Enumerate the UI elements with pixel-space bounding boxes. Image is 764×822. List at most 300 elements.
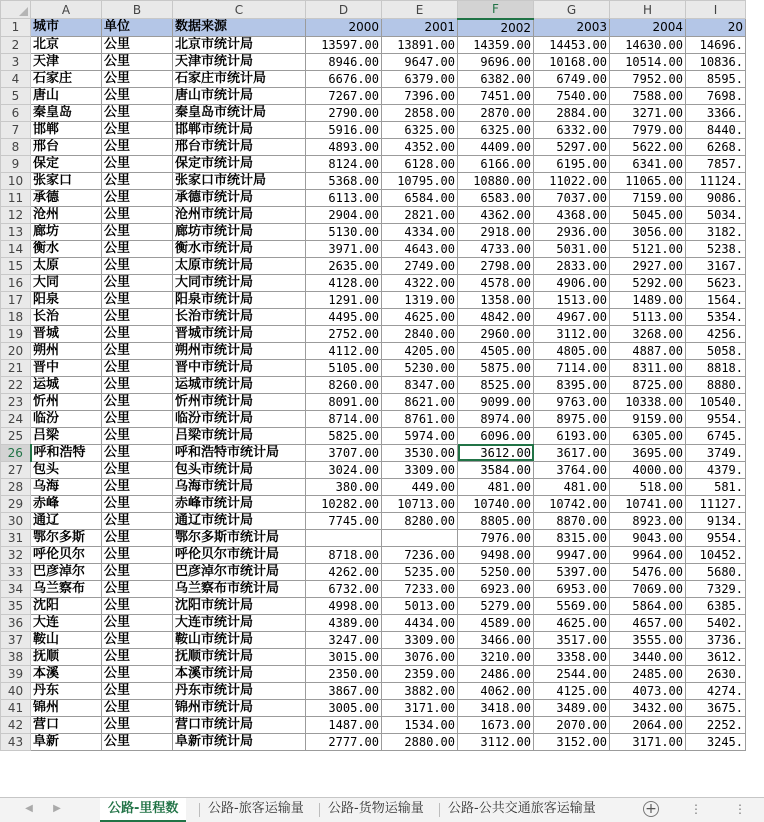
city-cell[interactable]: 唐山 (31, 87, 102, 104)
value-cell[interactable]: 2833.00 (534, 257, 610, 274)
value-cell[interactable]: 2904.00 (306, 206, 382, 223)
value-cell[interactable]: 9134. (686, 512, 746, 529)
value-cell[interactable]: 11022.00 (534, 172, 610, 189)
unit-cell[interactable]: 公里 (102, 53, 173, 70)
unit-cell[interactable]: 公里 (102, 70, 173, 87)
value-cell[interactable]: 3247.00 (306, 631, 382, 648)
value-cell[interactable]: 1513.00 (534, 291, 610, 308)
ellipsis-icon[interactable]: ⋮ (690, 802, 702, 816)
source-cell[interactable]: 阳泉市统计局 (173, 291, 306, 308)
value-cell[interactable]: 3112.00 (534, 325, 610, 342)
value-cell[interactable]: 8395.00 (534, 376, 610, 393)
value-cell[interactable]: 14630.00 (610, 36, 686, 53)
value-cell[interactable]: 7857. (686, 155, 746, 172)
city-cell[interactable]: 乌兰察布 (31, 580, 102, 597)
value-cell[interactable]: 7952.00 (610, 70, 686, 87)
value-cell[interactable]: 8870.00 (534, 512, 610, 529)
value-cell[interactable]: 3171.00 (610, 733, 686, 750)
value-cell[interactable]: 4495.00 (306, 308, 382, 325)
value-cell[interactable]: 2821.00 (382, 206, 458, 223)
value-cell[interactable]: 3749. (686, 444, 746, 461)
value-cell[interactable]: 7233.00 (382, 580, 458, 597)
value-cell[interactable]: 10740.00 (458, 495, 534, 512)
row-header[interactable]: 7 (1, 121, 31, 138)
value-cell[interactable]: 10514.00 (610, 53, 686, 70)
value-cell[interactable]: 2070.00 (534, 716, 610, 733)
unit-cell[interactable]: 公里 (102, 240, 173, 257)
value-cell[interactable]: 8725.00 (610, 376, 686, 393)
value-cell[interactable]: 7159.00 (610, 189, 686, 206)
value-cell[interactable]: 5680. (686, 563, 746, 580)
unit-cell[interactable]: 公里 (102, 376, 173, 393)
value-cell[interactable]: 6332.00 (534, 121, 610, 138)
value-cell[interactable]: 6385. (686, 597, 746, 614)
value-cell[interactable] (382, 529, 458, 546)
value-cell[interactable]: 518.00 (610, 478, 686, 495)
value-cell[interactable]: 2630. (686, 665, 746, 682)
value-cell[interactable]: 9947.00 (534, 546, 610, 563)
city-cell[interactable]: 吕梁 (31, 427, 102, 444)
city-cell[interactable]: 通辽 (31, 512, 102, 529)
value-cell[interactable]: 3112.00 (458, 733, 534, 750)
city-cell[interactable]: 天津 (31, 53, 102, 70)
value-cell[interactable]: 10880.00 (458, 172, 534, 189)
value-cell[interactable]: 3024.00 (306, 461, 382, 478)
value-cell[interactable]: 7037.00 (534, 189, 610, 206)
value-cell[interactable]: 6745. (686, 427, 746, 444)
source-cell[interactable]: 大同市统计局 (173, 274, 306, 291)
value-cell[interactable]: 4062.00 (458, 682, 534, 699)
value-cell[interactable]: 4967.00 (534, 308, 610, 325)
value-cell[interactable]: 1489.00 (610, 291, 686, 308)
city-cell[interactable]: 沈阳 (31, 597, 102, 614)
column-header-b[interactable]: B (102, 1, 173, 19)
value-cell[interactable]: 8525.00 (458, 376, 534, 393)
row-header[interactable]: 21 (1, 359, 31, 376)
value-cell[interactable]: 3366. (686, 104, 746, 121)
value-cell[interactable]: 1358.00 (458, 291, 534, 308)
unit-cell[interactable]: 公里 (102, 274, 173, 291)
value-cell[interactable]: 5250.00 (458, 563, 534, 580)
source-cell[interactable]: 邢台市统计局 (173, 138, 306, 155)
value-cell[interactable]: 4000.00 (610, 461, 686, 478)
value-cell[interactable]: 7979.00 (610, 121, 686, 138)
value-cell[interactable]: 4128.00 (306, 274, 382, 291)
value-cell[interactable]: 11065.00 (610, 172, 686, 189)
unit-cell[interactable]: 公里 (102, 87, 173, 104)
city-cell[interactable]: 本溪 (31, 665, 102, 682)
value-cell[interactable]: 7236.00 (382, 546, 458, 563)
row-header[interactable]: 27 (1, 461, 31, 478)
header-cell[interactable]: 数据来源 (173, 19, 306, 37)
value-cell[interactable]: 5368.00 (306, 172, 382, 189)
city-cell[interactable]: 邢台 (31, 138, 102, 155)
city-cell[interactable]: 运城 (31, 376, 102, 393)
value-cell[interactable]: 5130.00 (306, 223, 382, 240)
value-cell[interactable]: 2858.00 (382, 104, 458, 121)
unit-cell[interactable]: 公里 (102, 308, 173, 325)
column-header-f[interactable]: F (458, 1, 534, 19)
unit-cell[interactable]: 公里 (102, 563, 173, 580)
unit-cell[interactable]: 公里 (102, 223, 173, 240)
value-cell[interactable]: 9043.00 (610, 529, 686, 546)
row-header[interactable]: 5 (1, 87, 31, 104)
value-cell[interactable]: 4625.00 (382, 308, 458, 325)
row-header[interactable]: 15 (1, 257, 31, 274)
value-cell[interactable]: 2359.00 (382, 665, 458, 682)
value-cell[interactable]: 3171.00 (382, 699, 458, 716)
value-cell[interactable]: 6128.00 (382, 155, 458, 172)
city-cell[interactable]: 秦皇岛 (31, 104, 102, 121)
row-header[interactable]: 17 (1, 291, 31, 308)
value-cell[interactable]: 1673.00 (458, 716, 534, 733)
value-cell[interactable]: 3466.00 (458, 631, 534, 648)
value-cell[interactable]: 5235.00 (382, 563, 458, 580)
value-cell[interactable]: 8880. (686, 376, 746, 393)
value-cell[interactable]: 3271.00 (610, 104, 686, 121)
value-cell[interactable]: 3440.00 (610, 648, 686, 665)
row-header[interactable]: 41 (1, 699, 31, 716)
source-cell[interactable]: 保定市统计局 (173, 155, 306, 172)
header-cell[interactable]: 2004 (610, 19, 686, 37)
city-cell[interactable]: 阜新 (31, 733, 102, 750)
row-header[interactable]: 19 (1, 325, 31, 342)
city-cell[interactable]: 衡水 (31, 240, 102, 257)
value-cell[interactable]: 4893.00 (306, 138, 382, 155)
city-cell[interactable]: 保定 (31, 155, 102, 172)
value-cell[interactable]: 10282.00 (306, 495, 382, 512)
value-cell[interactable]: 9763.00 (534, 393, 610, 410)
row-header[interactable]: 32 (1, 546, 31, 563)
value-cell[interactable]: 3584.00 (458, 461, 534, 478)
city-cell[interactable]: 营口 (31, 716, 102, 733)
unit-cell[interactable]: 公里 (102, 597, 173, 614)
value-cell[interactable]: 7114.00 (534, 359, 610, 376)
value-cell[interactable]: 8311.00 (610, 359, 686, 376)
value-cell[interactable]: 8440. (686, 121, 746, 138)
value-cell[interactable]: 14359.00 (458, 36, 534, 53)
city-cell[interactable]: 长治 (31, 308, 102, 325)
value-cell[interactable]: 5622.00 (610, 138, 686, 155)
source-cell[interactable]: 秦皇岛市统计局 (173, 104, 306, 121)
unit-cell[interactable]: 公里 (102, 36, 173, 53)
value-cell[interactable]: 13597.00 (306, 36, 382, 53)
value-cell[interactable]: 6382.00 (458, 70, 534, 87)
unit-cell[interactable]: 公里 (102, 682, 173, 699)
row-header[interactable]: 4 (1, 70, 31, 87)
sheet-tab[interactable]: 公路-里程数 (100, 798, 186, 822)
city-cell[interactable]: 乌海 (31, 478, 102, 495)
value-cell[interactable]: 2485.00 (610, 665, 686, 682)
source-cell[interactable]: 运城市统计局 (173, 376, 306, 393)
value-cell[interactable]: 8818. (686, 359, 746, 376)
value-cell[interactable]: 3736. (686, 631, 746, 648)
value-cell[interactable]: 3675. (686, 699, 746, 716)
value-cell[interactable]: 9086. (686, 189, 746, 206)
value-cell[interactable]: 2918.00 (458, 223, 534, 240)
column-header-h[interactable]: H (610, 1, 686, 19)
source-cell[interactable]: 唐山市统计局 (173, 87, 306, 104)
city-cell[interactable]: 丹东 (31, 682, 102, 699)
city-cell[interactable]: 石家庄 (31, 70, 102, 87)
value-cell[interactable]: 1319.00 (382, 291, 458, 308)
source-cell[interactable]: 晋城市统计局 (173, 325, 306, 342)
value-cell[interactable]: 1487.00 (306, 716, 382, 733)
value-cell[interactable]: 8260.00 (306, 376, 382, 393)
value-cell[interactable]: 10741.00 (610, 495, 686, 512)
row-header[interactable]: 29 (1, 495, 31, 512)
value-cell[interactable]: 5569.00 (534, 597, 610, 614)
value-cell[interactable]: 10795.00 (382, 172, 458, 189)
unit-cell[interactable]: 公里 (102, 325, 173, 342)
value-cell[interactable]: 5623. (686, 274, 746, 291)
value-cell[interactable]: 6166.00 (458, 155, 534, 172)
city-cell[interactable]: 张家口 (31, 172, 102, 189)
city-cell[interactable]: 包头 (31, 461, 102, 478)
value-cell[interactable]: 10168.00 (534, 53, 610, 70)
row-header[interactable]: 39 (1, 665, 31, 682)
row-header[interactable]: 11 (1, 189, 31, 206)
row-header[interactable]: 12 (1, 206, 31, 223)
value-cell[interactable]: 7396.00 (382, 87, 458, 104)
unit-cell[interactable]: 公里 (102, 189, 173, 206)
value-cell[interactable]: 4389.00 (306, 614, 382, 631)
value-cell[interactable]: 8621.00 (382, 393, 458, 410)
unit-cell[interactable]: 公里 (102, 461, 173, 478)
value-cell[interactable]: 2870.00 (458, 104, 534, 121)
value-cell[interactable]: 4434.00 (382, 614, 458, 631)
value-cell[interactable]: 8975.00 (534, 410, 610, 427)
header-cell[interactable]: 2003 (534, 19, 610, 37)
value-cell[interactable]: 5058. (686, 342, 746, 359)
source-cell[interactable]: 晋中市统计局 (173, 359, 306, 376)
value-cell[interactable]: 13891.00 (382, 36, 458, 53)
row-header[interactable]: 10 (1, 172, 31, 189)
unit-cell[interactable]: 公里 (102, 495, 173, 512)
city-cell[interactable]: 邯郸 (31, 121, 102, 138)
city-cell[interactable]: 呼伦贝尔 (31, 546, 102, 563)
value-cell[interactable]: 4805.00 (534, 342, 610, 359)
source-cell[interactable]: 朔州市统计局 (173, 342, 306, 359)
value-cell[interactable]: 2927.00 (610, 257, 686, 274)
city-cell[interactable]: 巴彦淖尔 (31, 563, 102, 580)
unit-cell[interactable]: 公里 (102, 631, 173, 648)
header-cell[interactable]: 2000 (306, 19, 382, 37)
value-cell[interactable]: 6676.00 (306, 70, 382, 87)
value-cell[interactable]: 8974.00 (458, 410, 534, 427)
value-cell[interactable]: 4368.00 (534, 206, 610, 223)
value-cell[interactable]: 9964.00 (610, 546, 686, 563)
source-cell[interactable]: 巴彦淖尔市统计局 (173, 563, 306, 580)
header-cell[interactable]: 20 (686, 19, 746, 37)
value-cell[interactable]: 3418.00 (458, 699, 534, 716)
value-cell[interactable]: 5230.00 (382, 359, 458, 376)
value-cell[interactable]: 4379. (686, 461, 746, 478)
source-cell[interactable]: 乌兰察布市统计局 (173, 580, 306, 597)
value-cell[interactable]: 5354. (686, 308, 746, 325)
city-cell[interactable]: 沧州 (31, 206, 102, 223)
unit-cell[interactable]: 公里 (102, 104, 173, 121)
value-cell[interactable]: 8124.00 (306, 155, 382, 172)
value-cell[interactable]: 3182. (686, 223, 746, 240)
source-cell[interactable]: 忻州市统计局 (173, 393, 306, 410)
city-cell[interactable]: 呼和浩特 (31, 444, 102, 461)
plus-circle-icon[interactable]: + (643, 801, 659, 817)
value-cell[interactable]: 4505.00 (458, 342, 534, 359)
unit-cell[interactable]: 公里 (102, 155, 173, 172)
unit-cell[interactable]: 公里 (102, 427, 173, 444)
value-cell[interactable]: 5974.00 (382, 427, 458, 444)
value-cell[interactable]: 449.00 (382, 478, 458, 495)
value-cell[interactable]: 380.00 (306, 478, 382, 495)
value-cell[interactable]: 6379.00 (382, 70, 458, 87)
value-cell[interactable]: 1564. (686, 291, 746, 308)
source-cell[interactable]: 沧州市统计局 (173, 206, 306, 223)
value-cell[interactable]: 3076.00 (382, 648, 458, 665)
source-cell[interactable]: 石家庄市统计局 (173, 70, 306, 87)
value-cell[interactable]: 3617.00 (534, 444, 610, 461)
value-cell[interactable]: 3695.00 (610, 444, 686, 461)
row-header[interactable]: 1 (1, 19, 31, 37)
source-cell[interactable]: 抚顺市统计局 (173, 648, 306, 665)
value-cell[interactable]: 5121.00 (610, 240, 686, 257)
unit-cell[interactable]: 公里 (102, 546, 173, 563)
column-header-c[interactable]: C (173, 1, 306, 19)
column-header-i[interactable]: I (686, 1, 746, 19)
value-cell[interactable]: 3707.00 (306, 444, 382, 461)
value-cell[interactable]: 2777.00 (306, 733, 382, 750)
value-cell[interactable]: 2798.00 (458, 257, 534, 274)
value-cell[interactable]: 7267.00 (306, 87, 382, 104)
source-cell[interactable]: 本溪市统计局 (173, 665, 306, 682)
value-cell[interactable]: 3309.00 (382, 631, 458, 648)
value-cell[interactable]: 14696. (686, 36, 746, 53)
source-cell[interactable]: 丹东市统计局 (173, 682, 306, 699)
value-cell[interactable]: 5013.00 (382, 597, 458, 614)
unit-cell[interactable]: 公里 (102, 733, 173, 750)
header-cell[interactable]: 2001 (382, 19, 458, 37)
value-cell[interactable]: 4262.00 (306, 563, 382, 580)
sheet-tab[interactable]: 公路-货物运输量 (328, 801, 424, 816)
source-cell[interactable]: 衡水市统计局 (173, 240, 306, 257)
value-cell[interactable]: 9099.00 (458, 393, 534, 410)
unit-cell[interactable]: 公里 (102, 478, 173, 495)
value-cell[interactable]: 2252. (686, 716, 746, 733)
row-header[interactable]: 40 (1, 682, 31, 699)
source-cell[interactable]: 张家口市统计局 (173, 172, 306, 189)
unit-cell[interactable]: 公里 (102, 529, 173, 546)
city-cell[interactable]: 锦州 (31, 699, 102, 716)
row-header[interactable]: 20 (1, 342, 31, 359)
value-cell[interactable]: 6113.00 (306, 189, 382, 206)
city-cell[interactable]: 临汾 (31, 410, 102, 427)
value-cell[interactable]: 11124. (686, 172, 746, 189)
city-cell[interactable]: 鄂尔多斯 (31, 529, 102, 546)
value-cell[interactable]: 5238. (686, 240, 746, 257)
value-cell[interactable]: 8315.00 (534, 529, 610, 546)
source-cell[interactable]: 通辽市统计局 (173, 512, 306, 529)
value-cell[interactable]: 3005.00 (306, 699, 382, 716)
value-cell[interactable]: 3015.00 (306, 648, 382, 665)
value-cell[interactable]: 4274. (686, 682, 746, 699)
value-cell[interactable]: 10338.00 (610, 393, 686, 410)
source-cell[interactable]: 天津市统计局 (173, 53, 306, 70)
row-header[interactable]: 3 (1, 53, 31, 70)
unit-cell[interactable]: 公里 (102, 580, 173, 597)
value-cell[interactable]: 7745.00 (306, 512, 382, 529)
value-cell[interactable]: 7698. (686, 87, 746, 104)
value-cell[interactable]: 4643.00 (382, 240, 458, 257)
row-header[interactable]: 28 (1, 478, 31, 495)
city-cell[interactable]: 北京 (31, 36, 102, 53)
value-cell[interactable]: 3268.00 (610, 325, 686, 342)
unit-cell[interactable]: 公里 (102, 121, 173, 138)
row-header[interactable]: 38 (1, 648, 31, 665)
value-cell[interactable]: 6325.00 (382, 121, 458, 138)
unit-cell[interactable]: 公里 (102, 206, 173, 223)
city-cell[interactable]: 鞍山 (31, 631, 102, 648)
row-header[interactable]: 22 (1, 376, 31, 393)
source-cell[interactable]: 吕梁市统计局 (173, 427, 306, 444)
unit-cell[interactable]: 公里 (102, 393, 173, 410)
row-header[interactable]: 2 (1, 36, 31, 53)
city-cell[interactable]: 赤峰 (31, 495, 102, 512)
row-header[interactable]: 14 (1, 240, 31, 257)
value-cell[interactable]: 8718.00 (306, 546, 382, 563)
value-cell[interactable]: 4906.00 (534, 274, 610, 291)
unit-cell[interactable]: 公里 (102, 648, 173, 665)
value-cell[interactable]: 2635.00 (306, 257, 382, 274)
value-cell[interactable]: 4112.00 (306, 342, 382, 359)
city-cell[interactable]: 阳泉 (31, 291, 102, 308)
city-cell[interactable]: 朔州 (31, 342, 102, 359)
sheet-tab[interactable]: 公路-旅客运输量 (208, 801, 304, 816)
city-cell[interactable]: 大同 (31, 274, 102, 291)
value-cell[interactable]: 4125.00 (534, 682, 610, 699)
value-cell[interactable]: 3867.00 (306, 682, 382, 699)
value-cell[interactable] (306, 529, 382, 546)
value-cell[interactable]: 5034. (686, 206, 746, 223)
row-header[interactable]: 37 (1, 631, 31, 648)
value-cell[interactable]: 7976.00 (458, 529, 534, 546)
value-cell[interactable]: 9498.00 (458, 546, 534, 563)
value-cell[interactable]: 4578.00 (458, 274, 534, 291)
value-cell[interactable]: 4362.00 (458, 206, 534, 223)
value-cell[interactable]: 5875.00 (458, 359, 534, 376)
value-cell[interactable]: 8347.00 (382, 376, 458, 393)
value-cell[interactable]: 4409.00 (458, 138, 534, 155)
value-cell[interactable]: 4657.00 (610, 614, 686, 631)
value-cell[interactable]: 4625.00 (534, 614, 610, 631)
row-header[interactable]: 33 (1, 563, 31, 580)
unit-cell[interactable]: 公里 (102, 342, 173, 359)
value-cell[interactable]: 5031.00 (534, 240, 610, 257)
value-cell[interactable]: 2790.00 (306, 104, 382, 121)
value-cell[interactable]: 5476.00 (610, 563, 686, 580)
value-cell[interactable]: 8091.00 (306, 393, 382, 410)
value-cell[interactable]: 6341.00 (610, 155, 686, 172)
value-cell[interactable]: 4998.00 (306, 597, 382, 614)
value-cell[interactable]: 8714.00 (306, 410, 382, 427)
unit-cell[interactable]: 公里 (102, 512, 173, 529)
row-header[interactable]: 26 (1, 444, 31, 461)
value-cell[interactable]: 8761.00 (382, 410, 458, 427)
header-cell[interactable]: 单位 (102, 19, 173, 37)
value-cell[interactable]: 3882.00 (382, 682, 458, 699)
value-cell[interactable]: 581. (686, 478, 746, 495)
value-cell[interactable]: 8595. (686, 70, 746, 87)
row-header[interactable]: 25 (1, 427, 31, 444)
